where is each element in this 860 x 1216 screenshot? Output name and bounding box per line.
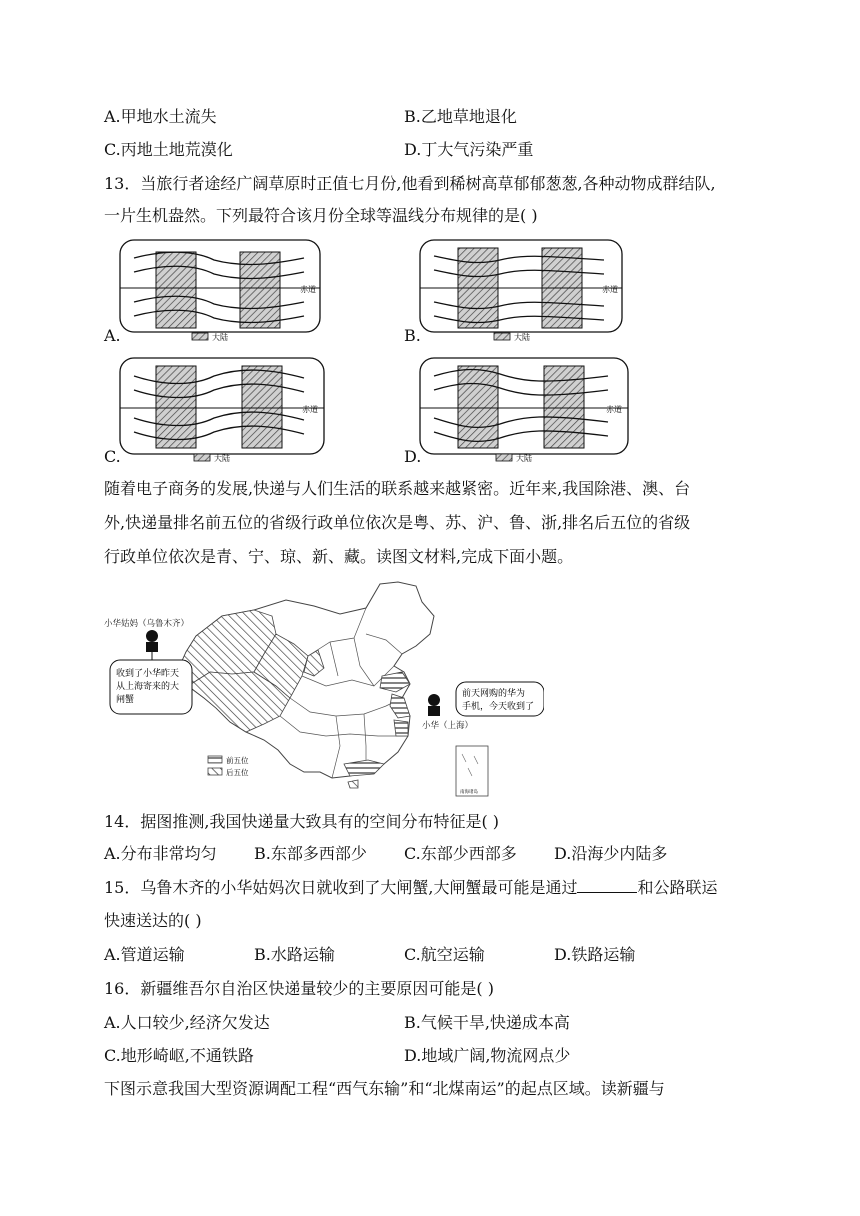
equator-label: 赤道	[602, 285, 618, 294]
q13-option-d-label: D.	[404, 447, 422, 466]
q16-option-b: B.气候干旱,快递成本高	[404, 1013, 570, 1032]
q15-option-d: D.铁路运输	[554, 945, 636, 964]
q15-stem-part1: 15．乌鲁木齐的小华姑妈次日就收到了大闸蟹,大闸蟹最可能是通过	[104, 878, 578, 897]
aunt-location-label: 小华姑妈（乌鲁木齐）	[104, 619, 190, 629]
legend-top5-label: 前五位	[226, 756, 249, 765]
land-legend-label: 大陆	[514, 333, 530, 342]
south-china-sea-inset	[456, 746, 488, 796]
q16-stem: 16．新疆维吾尔自治区快递量较少的主要原因可能是( )	[104, 979, 494, 998]
q15-stem-part2: 和公路联运	[637, 878, 718, 897]
q15-option-b: B.水路运输	[254, 945, 335, 964]
q15-answer-blank	[577, 878, 637, 893]
q15-stem-line1	[104, 877, 717, 899]
equator-label: 赤道	[302, 405, 318, 414]
china-express-map	[104, 576, 544, 804]
q14-option-c: C.东部少西部多	[404, 844, 517, 863]
passage1-line1: 随着电子商务的发展,快递与人们生活的联系越来越紧密。近年来,我国除港、澳、台	[104, 479, 691, 498]
q12-option-a: A.甲地水土流失	[104, 107, 217, 126]
isotherm-panel-a	[120, 240, 320, 342]
xiaohua-bubble-line2: 手机，今天收到了	[462, 702, 535, 712]
land-legend-label: 大陆	[212, 333, 228, 342]
legend-bottom5-label: 后五位	[226, 768, 249, 777]
q13-stem-line2: 一片生机盎然。下列最符合该月份全球等温线分布规律的是( )	[104, 206, 538, 225]
q14-option-d: D.沿海少内陆多	[554, 844, 668, 863]
isotherm-panel-b	[420, 240, 622, 342]
inset-label: 南海诸岛	[460, 790, 478, 795]
passage1-line2: 外,快递量排名前五位的省级行政单位依次是粤、苏、沪、鲁、浙,排名后五位的省级	[104, 513, 691, 532]
xiaohua-location-label: 小华（上海）	[422, 721, 474, 731]
aunt-person-icon	[146, 630, 158, 652]
q16-option-a: A.人口较少,经济欠发达	[104, 1013, 270, 1032]
isotherm-panel-d	[420, 358, 628, 463]
q12-option-c: C.丙地土地荒漠化	[104, 140, 233, 159]
q16-option-c: C.地形崎岖,不通铁路	[104, 1046, 254, 1065]
passage2-line1: 下图示意我国大型资源调配工程“西气东输”和“北煤南运”的起点区域。读新疆与	[104, 1079, 665, 1098]
q15-option-c: C.航空运输	[404, 945, 485, 964]
q14-option-a: A.分布非常均匀	[104, 844, 217, 863]
equator-label: 赤道	[606, 405, 622, 414]
isotherm-panel-c	[120, 358, 324, 463]
q12-option-b: B.乙地草地退化	[404, 107, 517, 126]
q14-option-b: B.东部多西部少	[254, 844, 367, 863]
legend-bottom5-swatch	[208, 768, 222, 775]
q12-option-d: D.丁大气污染严重	[404, 140, 534, 159]
aunt-bubble-line2: 从上海寄来的大	[116, 682, 180, 692]
passage1-line3: 行政单位依次是青、宁、琼、新、藏。读图文材料,完成下面小题。	[104, 547, 574, 566]
q13-option-a-label: A.	[104, 326, 121, 345]
q13-stem-line1: 13．当旅行者途经广阔草原时正值七月份,他看到稀树高草郁郁葱葱,各种动物成群结队,	[104, 174, 716, 193]
isotherm-options-figure	[104, 236, 644, 468]
legend-top5-swatch	[208, 756, 222, 763]
q16-option-d: D.地域广阔,物流网点少	[404, 1046, 571, 1065]
q15-option-a: A.管道运输	[104, 945, 185, 964]
xiaohua-bubble-line1: 前天网购的华为	[462, 689, 526, 699]
land-legend-label: 大陆	[214, 454, 230, 463]
xiaohua-person-icon	[428, 694, 440, 716]
q13-option-b-label: B.	[404, 326, 421, 345]
aunt-bubble-line1: 收到了小华昨天	[116, 669, 180, 679]
equator-label: 赤道	[300, 285, 316, 294]
q14-stem: 14．据图推测,我国快递量大致具有的空间分布特征是( )	[104, 812, 500, 831]
land-legend-label: 大陆	[516, 454, 532, 463]
q15-stem-line2: 快速送达的( )	[104, 911, 202, 930]
q13-option-c-label: C.	[104, 447, 121, 466]
aunt-bubble-line3: 闸蟹	[116, 695, 135, 705]
